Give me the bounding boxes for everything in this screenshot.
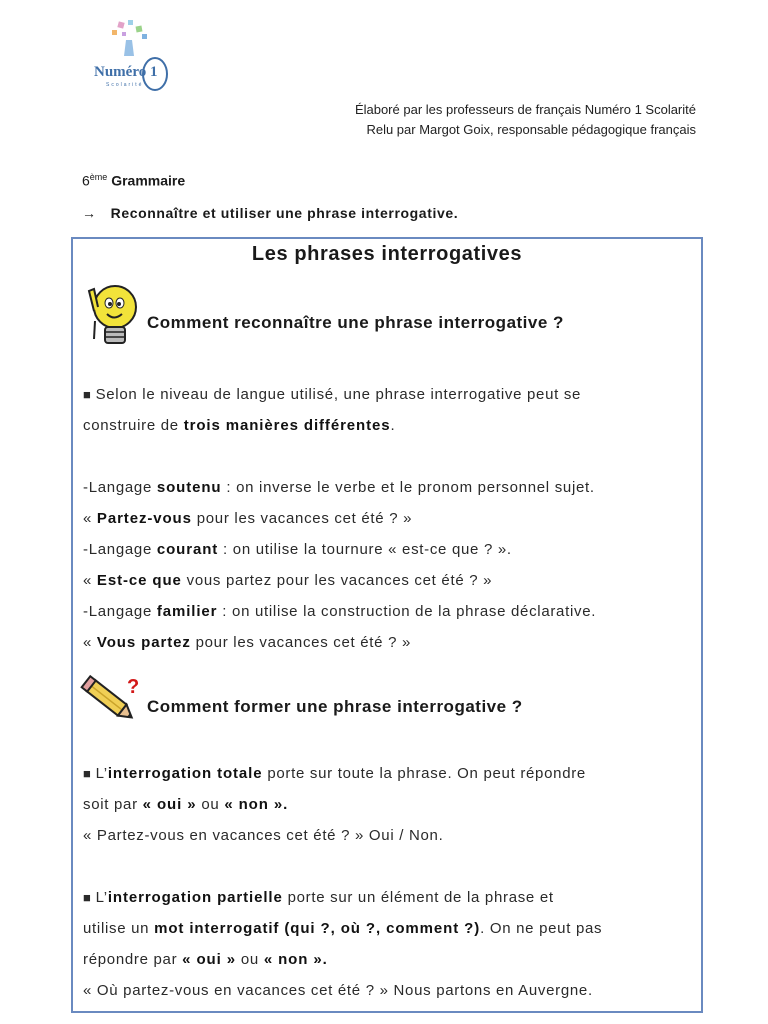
emphasis: Partez-vous [96, 510, 192, 527]
text: « [83, 510, 97, 527]
text: utilise un [83, 920, 155, 937]
black-square-bullet-icon: ■ [83, 766, 92, 781]
emphasis: interrogation partielle [107, 889, 283, 906]
credits [355, 100, 696, 140]
subject: Grammaire [111, 172, 186, 189]
text: -Langage [83, 479, 157, 496]
text: porte sur un élément de la phrase et [282, 889, 554, 906]
text: pour les vacances cet été ? » [191, 510, 413, 527]
emphasis: soutenu [156, 479, 222, 496]
lesson-box [71, 237, 703, 1013]
text: vous partez pour les vacances cet été ? » [181, 572, 493, 589]
black-square-bullet-icon: ■ [83, 890, 92, 905]
level-subject [82, 172, 185, 189]
text: Selon le niveau de langue utilisé, une phrase interrogative peut se [95, 386, 582, 403]
text: ou [235, 951, 264, 968]
emphasis: Vous partez [96, 634, 191, 651]
text: : on utilise la tournure « est-ce que ? ». [218, 541, 512, 558]
emphasis: « oui » [142, 796, 197, 813]
lightbulb-icon [81, 281, 141, 353]
text: : on inverse le verbe et le pronom personnel sujet. [221, 479, 595, 496]
section2-heading: Comment former une phrase interrogative ? [147, 697, 523, 716]
credits-line-2: Relu par Margot Goix, responsable pédagogique français [366, 122, 696, 137]
grade-suffix: ème [89, 172, 108, 182]
text: construire de [83, 417, 184, 434]
emphasis: trois manières différentes [183, 417, 391, 434]
text: . [390, 417, 396, 434]
text: « [83, 634, 97, 651]
text: . On ne peut pas [480, 920, 603, 937]
pencil-question-icon [79, 671, 145, 729]
black-square-bullet-icon: ■ [83, 387, 92, 402]
credits-line-1: Élaboré par les professeurs de français Numéro 1 Scolarité [354, 102, 696, 117]
section1-body [83, 379, 693, 658]
grade: 6 [82, 172, 90, 189]
lesson-title: Les phrases interrogatives [251, 243, 523, 265]
numero1-logo [84, 18, 174, 98]
logo-subtext: Scolarité [106, 82, 144, 88]
text: répondre par [83, 951, 183, 968]
text: porte sur toute la phrase. On peut répondre [262, 765, 586, 782]
question-mark-glyph: ? [127, 676, 140, 698]
text: soit par [83, 796, 143, 813]
text: L’ [95, 765, 108, 782]
text: L’ [95, 889, 108, 906]
example-partial: « Où partez-vous en vacances cet été ? » Nous partons en Auvergne. [83, 982, 593, 999]
logo-text: Numéro 1 [94, 64, 158, 80]
objective-text: Reconnaître et utiliser une phrase interrogative. [110, 205, 459, 221]
section2-body [83, 758, 693, 1006]
text: : on utilise la construction de la phrase déclarative. [217, 603, 597, 620]
text: -Langage [83, 603, 157, 620]
emphasis: « non ». [263, 951, 328, 968]
emphasis: courant [156, 541, 219, 558]
arrow-right-icon: → [82, 205, 97, 221]
example-total: « Partez-vous en vacances cet été ? » Oui / Non. [83, 827, 444, 844]
objective [82, 205, 458, 221]
emphasis: familier [156, 603, 218, 620]
section1-heading: Comment reconnaître une phrase interrogative ? [147, 313, 564, 332]
text: -Langage [83, 541, 157, 558]
emphasis: interrogation totale [107, 765, 263, 782]
text: « [83, 572, 97, 589]
text: pour les vacances cet été ? » [190, 634, 412, 651]
text: ou [196, 796, 225, 813]
emphasis: Est-ce que [96, 572, 182, 589]
emphasis: mot interrogatif (qui ?, où ?, comment ?) [154, 920, 481, 937]
emphasis: « oui » [182, 951, 236, 968]
emphasis: « non ». [224, 796, 289, 813]
